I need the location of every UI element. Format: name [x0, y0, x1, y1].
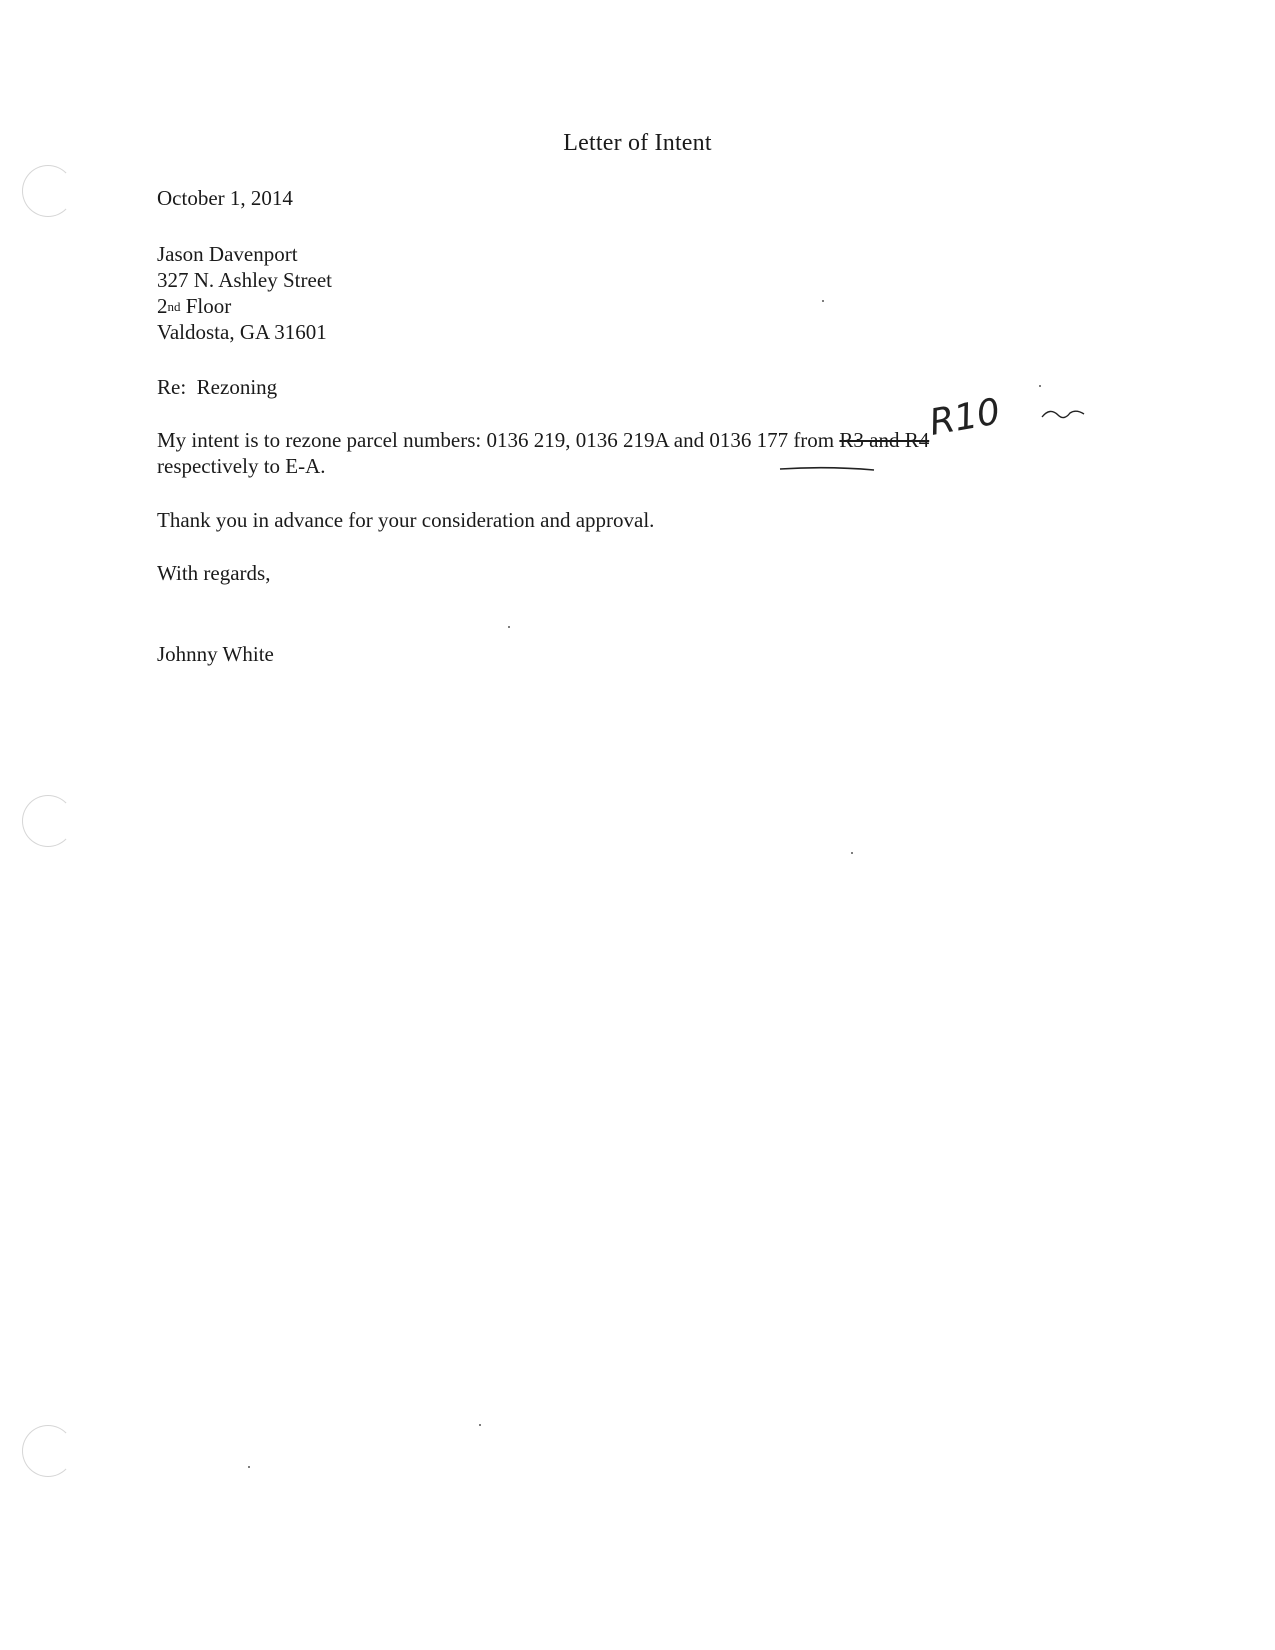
letter-title: Letter of Intent: [563, 130, 712, 156]
scan-speck: [508, 626, 510, 628]
closing-line: With regards,: [157, 561, 271, 585]
subject-label: Re:: [157, 375, 187, 399]
floor-number: 2: [157, 294, 168, 318]
struck-zoning-text: R3 and R4: [839, 428, 930, 452]
recipient-name: Jason Davenport: [157, 242, 298, 266]
thanks-line: Thank you in advance for your consideration and approval.: [157, 508, 655, 532]
signer-name: Johnny White: [157, 642, 274, 666]
recipient-street: 327 N. Ashley Street: [157, 268, 332, 292]
scan-speck: [1039, 385, 1041, 387]
punch-hole-top: [22, 165, 74, 217]
scan-speck: [479, 1424, 481, 1426]
subject-line: [157, 375, 277, 400]
handwritten-annotation: [925, 385, 1035, 445]
handwritten-annotation-text: R10: [926, 391, 1004, 444]
handwritten-scribble: [1040, 405, 1090, 425]
scan-speck: [822, 300, 824, 302]
body-line1-text: My intent is to rezone parcel numbers: 0136 219, 0136 219A and 0136 177 from: [157, 428, 835, 452]
recipient-floor: [157, 294, 231, 319]
body-paragraph-line-2: respectively to E-A.: [157, 454, 326, 478]
punch-hole-middle: [22, 795, 74, 847]
floor-word: Floor: [185, 294, 232, 318]
recipient-city-line: Valdosta, GA 31601: [157, 320, 327, 344]
letter-date: October 1, 2014: [157, 186, 293, 210]
scan-speck: [851, 852, 853, 854]
body-paragraph-line-1: [157, 428, 929, 453]
subject-text: Rezoning: [196, 375, 278, 399]
floor-suffix: nd: [167, 299, 181, 314]
handwritten-underline: [778, 464, 878, 474]
punch-hole-bottom: [22, 1425, 74, 1477]
scan-speck: [248, 1466, 250, 1468]
